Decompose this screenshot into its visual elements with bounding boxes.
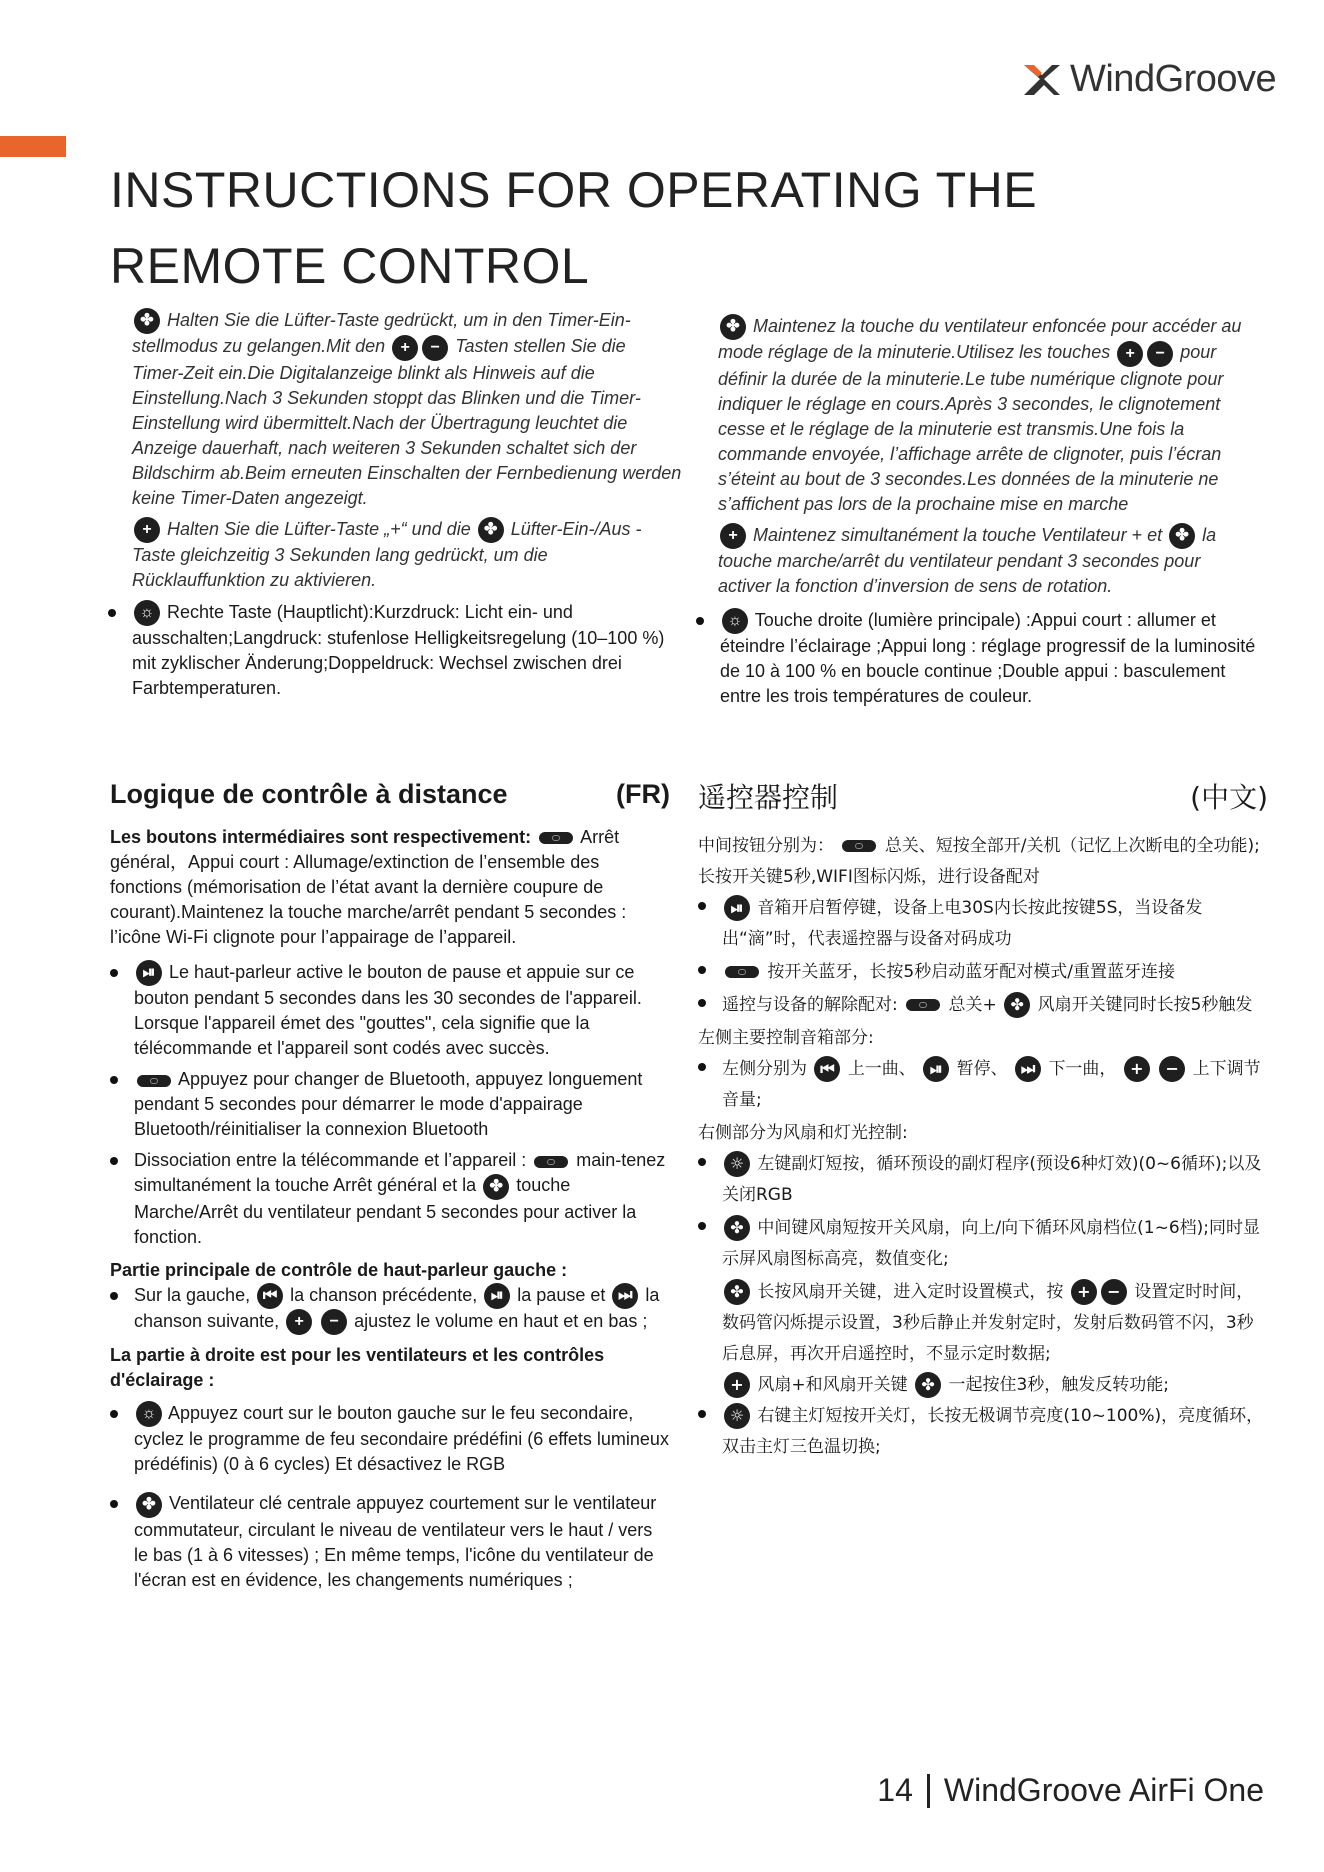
fan-icon: ✤ <box>1004 992 1030 1018</box>
brand-logo <box>1020 58 1276 101</box>
fr-timer-text-a: Maintenez la touche du ventilateur enfoncée pour accéder au mode réglage de la minuterie.Utilisez les touches <box>718 316 1242 363</box>
cn-mainlight-bullet <box>698 1401 1268 1463</box>
power-pill-icon <box>842 840 876 852</box>
cn-sublight-text: 左键副灯短按，循环预设的副灯程序(预设6种灯效)(0~6循环);以及关闭RGB <box>722 1154 1262 1205</box>
minus-icon: − <box>321 1309 347 1335</box>
fan-icon: ✤ <box>136 1492 162 1518</box>
title-line-2: REMOTE CONTROL <box>110 238 590 294</box>
fr-bluetooth-bullet <box>110 1067 670 1142</box>
fan-icon: ✤ <box>915 1372 941 1398</box>
bluetooth-pill-icon <box>137 1075 171 1087</box>
de-reverse-paragraph <box>132 517 682 593</box>
cn-reverse-line <box>698 1370 1268 1401</box>
cn-intro <box>698 831 1268 893</box>
fan-icon: ✤ <box>134 308 160 334</box>
fr-intro-text: Arrêt général，Appui court : Allumage/extinction de l’ensemble des fonctions (mémorisation de l’état avant la dernière coupure de courant).Maintenez la touche marche/arrêt pendant 5 secondes : l’icône Wi-Fi clignote pour l’appairage de l’appareil. <box>110 827 627 947</box>
bluetooth-pill-icon <box>725 966 759 978</box>
windgroove-logo-icon <box>1020 59 1062 101</box>
minus-icon: − <box>1147 341 1173 367</box>
fr-speaker-bullet <box>110 960 670 1061</box>
fr-sublight-text: Appuyez court sur le bouton gauche sur le feu secondaire, cyclez le programme de feu secondaire prédéfini (6 effets lumineux prédéfinis) (0 à 6 cycles) Et désactivez le RGB <box>134 1403 669 1475</box>
light-icon: ☼ <box>724 1403 750 1429</box>
fan-icon: ✤ <box>483 1174 509 1200</box>
fr-unpair-text-a: Dissociation entre la télécommande et l’appareil : <box>134 1150 527 1171</box>
fr-timer-text-b: pour définir la durée de la minuterie.Le tube numérique clignote pour indiquer le réglage en cours.Après 3 secondes, le clignotement cesse et le réglage de la minuterie est transmis.Une fois la commande envoyée, l’affichage arrête de clignoter, puis l’écran s’éteint au bout de 3 secondes.Les données de la minuterie ne s’affichent pas lors de la prochaine mise en marche <box>718 342 1224 514</box>
de-light-bullet <box>108 600 688 707</box>
de-light-text: Rechte Taste (Hauptlicht):Kurzdruck: Licht ein- und ausschalten;Langdruck: stufenlose Helligkeitsregelung (10–100 %) mit zyklischer Änderung;Doppeldruck: Wechsel zwischen drei Farbtemperaturen. <box>132 602 665 699</box>
cn-speaker-bullet <box>698 893 1268 955</box>
cn-lang-tag: (中文) <box>1190 781 1268 814</box>
previous-track-icon: ⏮ <box>257 1283 283 1309</box>
previous-track-icon: ⏮ <box>814 1056 840 1082</box>
page-footer <box>877 1772 1264 1809</box>
plus-icon: + <box>1117 341 1143 367</box>
de-reverse-text-b: Lüfter-Ein-/Aus -Taste gleichzeitig 3 Sekunden lang gedrückt, um die Rücklauffunktion zu aktivieren. <box>132 518 642 590</box>
power-pill-icon <box>906 999 940 1011</box>
de-timer-paragraph <box>132 308 682 511</box>
cn-fan-text: 中间键风扇短按开关风扇，向上/向下循环风扇档位(1~6档);同时显示屏风扇图标高亮，数值变化; <box>722 1218 1261 1269</box>
cn-unpair-text-b: 总关+ <box>948 995 997 1015</box>
plus-icon: + <box>134 517 160 543</box>
minus-icon: − <box>422 335 448 361</box>
de-timer-text-a: Halten Sie die Lüfter-Taste gedrückt, um in den Timer-Ein-stellmodus zu gelangen.Mit den <box>132 310 631 357</box>
fr-reverse-paragraph <box>718 523 1258 599</box>
fr-top-light-bullet <box>696 608 1256 715</box>
cn-left-text-b: 上一曲、 <box>847 1059 916 1079</box>
fr-reverse-text-a: Maintenez simultanément la touche Ventilateur + et <box>753 524 1163 545</box>
fr-sublight-bullet <box>110 1401 670 1477</box>
plus-icon: + <box>392 335 418 361</box>
fan-icon: ✤ <box>724 1215 750 1241</box>
play-pause-icon: ⏯ <box>923 1056 949 1082</box>
plus-icon: + <box>1071 1279 1097 1305</box>
play-pause-icon: ⏯ <box>484 1283 510 1309</box>
fr-unpair-bullet <box>110 1148 670 1249</box>
cn-left-bullet <box>698 1054 1268 1116</box>
title-line-1: INSTRUCTIONS FOR OPERATING THE <box>110 162 1038 218</box>
fr-heading-text: Logique de contrôle à distance <box>110 779 508 809</box>
play-pause-icon: ⏯ <box>136 960 162 986</box>
cn-intro-text-b: 总关、短按全部开/关机（记忆上次断电的全功能);长按开关键5秒,WIFI图标闪烁，进行设备配对 <box>698 836 1260 887</box>
cn-section-heading <box>698 782 1268 813</box>
de-reverse-text-a: Halten Sie die Lüfter-Taste „+“ und die <box>167 518 471 539</box>
cn-unpair-bullet <box>698 990 1268 1021</box>
cn-unpair-text-a: 遥控与设备的解除配对: <box>722 995 898 1015</box>
cn-unpair-text-c: 风扇开关键同时长按5秒触发 <box>1037 995 1253 1015</box>
cn-mainlight-text: 右键主灯短按开关灯，长按无极调节亮度(10~100%)，亮度循环，双击主灯三色温切换; <box>722 1406 1264 1457</box>
german-section <box>132 308 682 599</box>
power-pill-icon <box>539 832 573 844</box>
footer-divider <box>927 1774 930 1808</box>
fr-speaker-text: Le haut-parleur active le bouton de pause et appuie sur ce bouton pendant 5 secondes dans les 30 secondes de l'appareil. Lorsque l'appareil émet des "gouttes", cela signifie que la télécommande et l'appareil sont codés avec succès. <box>134 962 642 1059</box>
plus-icon: + <box>724 1372 750 1398</box>
light-icon: ☼ <box>134 600 160 626</box>
fr-intro-bold: Les boutons intermédiaires sont respectivement: <box>110 827 532 847</box>
light-icon: ☼ <box>724 1151 750 1177</box>
fr-left-text-d: la chanson suivante, <box>134 1284 660 1331</box>
page-title <box>110 152 1110 304</box>
fr-left-text-a: Sur la gauche, <box>134 1284 251 1305</box>
fan-icon: ✤ <box>724 1279 750 1305</box>
fr-lang-tag: (FR) <box>616 779 670 809</box>
fr-unpair-text-c: touche Marche/Arrêt du ventilateur pendant 5 secondes pour activer la fonction. <box>134 1175 637 1247</box>
fr-section-heading <box>110 779 670 809</box>
plus-icon: + <box>1124 1056 1150 1082</box>
french-remote-section <box>110 779 670 1599</box>
page-number: 14 <box>877 1772 913 1808</box>
product-name: WindGroove AirFi One <box>943 1772 1264 1808</box>
plus-icon: + <box>720 523 746 549</box>
cn-fan-bullet <box>698 1213 1268 1275</box>
cn-left-text-c: 暂停、 <box>956 1059 1008 1079</box>
next-track-icon: ⏭ <box>612 1283 638 1309</box>
cn-speaker-text: 音箱开启暂停键，设备上电30S内长按此按键5S，当设备发出“滴”时，代表遥控器与设备对码成功 <box>722 898 1203 949</box>
chinese-section <box>698 782 1268 1469</box>
fr-top-light-text: Touche droite (lumière principale) :Appui court : allumer et éteindre l’éclairage ;Appui long : réglage progressif de la luminosité de 10 à 100 % en boucle continue ;Double appui : basculement entre les trois températures de couleur. <box>720 610 1256 707</box>
cn-reverse-text-a: 风扇+和风扇开关键 <box>757 1375 908 1395</box>
fr-left-text-b: la chanson précédente, <box>290 1284 478 1305</box>
cn-timer-text-a: 长按风扇开关键，进入定时设置模式，按 <box>757 1282 1064 1302</box>
accent-bar <box>0 136 66 157</box>
fr-right-heading: La partie à droite est pour les ventilateurs et les contrôles d'éclairage : <box>110 1345 605 1390</box>
cn-left-heading: 左侧主要控制音箱部分: <box>698 1028 874 1048</box>
cn-intro-text-a: 中间按钮分别为： <box>698 836 834 856</box>
fr-timer-paragraph <box>718 314 1258 517</box>
fr-bluetooth-text: Appuyez pour changer de Bluetooth, appuyez longuement pendant 5 secondes pour démarrer le mode d'appairage Bluetooth/réinitialiser la connexion Bluetooth <box>134 1069 643 1140</box>
fr-fan-bullet <box>110 1491 670 1592</box>
fan-icon: ✤ <box>720 314 746 340</box>
light-icon: ☼ <box>722 608 748 634</box>
minus-icon: − <box>1101 1279 1127 1305</box>
cn-bluetooth-text: 按开关蓝牙，长按5秒启动蓝牙配对模式/重置蓝牙连接 <box>767 962 1175 982</box>
french-top-section <box>718 314 1258 605</box>
brand-name: WindGroove <box>1070 58 1277 100</box>
play-pause-icon: ⏯ <box>724 895 750 921</box>
cn-timer-text-b: 设置定时时间，数码管闪烁提示设置，3秒后静止并发射定时，发射后数码管不闪，3秒后息屏，再次开启遥控时，不显示定时数据; <box>722 1282 1254 1364</box>
cn-bluetooth-bullet <box>698 957 1268 988</box>
cn-left-text-e: 上下调节音量; <box>722 1059 1261 1110</box>
power-pill-icon <box>534 1156 568 1168</box>
plus-icon: + <box>286 1309 312 1335</box>
fr-left-text-c: la pause et <box>517 1284 606 1305</box>
next-track-icon: ⏭ <box>1015 1056 1041 1082</box>
cn-timer-line <box>698 1277 1268 1370</box>
cn-heading-text: 遥控器控制 <box>698 781 839 814</box>
cn-sublight-bullet <box>698 1149 1268 1211</box>
fan-icon: ✤ <box>478 517 504 543</box>
fr-left-text-e: ajustez le volume en haut et en bas ; <box>354 1310 648 1331</box>
fan-icon: ✤ <box>1169 523 1195 549</box>
fr-unpair-text-b: main-tenez simultanément la touche Arrêt général et la <box>134 1150 666 1196</box>
de-timer-text-b: Tasten stellen Sie die Timer-Zeit ein.Die Digitalanzeige blinkt als Hinweis auf die Einstellung.Nach 3 Sekunden stoppt das Blinken und die Timer-Einstellung wird übermittelt.Nach der Übertragung leuchtet die Anzeige dauerhaft, nach weiteren 3 Sekunden schaltet sich der Bildschirm ab.Beim erneuten Einschalten der Fernbedienung werden keine Timer-Daten angezeigt. <box>132 336 682 508</box>
cn-reverse-text-b: 一起按住3秒，触发反转功能; <box>948 1375 1170 1395</box>
fr-left-heading: Partie principale de contrôle de haut-parleur gauche : <box>110 1259 568 1280</box>
cn-left-text-a: 左侧分别为 <box>722 1059 807 1079</box>
fr-left-bullet <box>110 1283 670 1336</box>
minus-icon: − <box>1159 1056 1185 1082</box>
fr-intro <box>110 825 670 950</box>
light-icon: ☼ <box>136 1401 162 1427</box>
cn-left-text-d: 下一曲， <box>1048 1059 1117 1079</box>
fr-reverse-text-b: la touche marche/arrêt du ventilateur pendant 3 secondes pour activer la fonction d’inversion de sens de rotation. <box>718 524 1217 596</box>
fr-fan-text: Ventilateur clé centrale appuyez courtement sur le ventilateur commutateur, circulant le niveau de ventilateur vers le haut / vers le bas (1 à 6 vitesses) ; En même temps, l'icône du ventilateur de l'écran est en évidence, les changements numériques ; <box>134 1493 657 1590</box>
cn-right-heading: 右侧部分为风扇和灯光控制: <box>698 1123 908 1143</box>
